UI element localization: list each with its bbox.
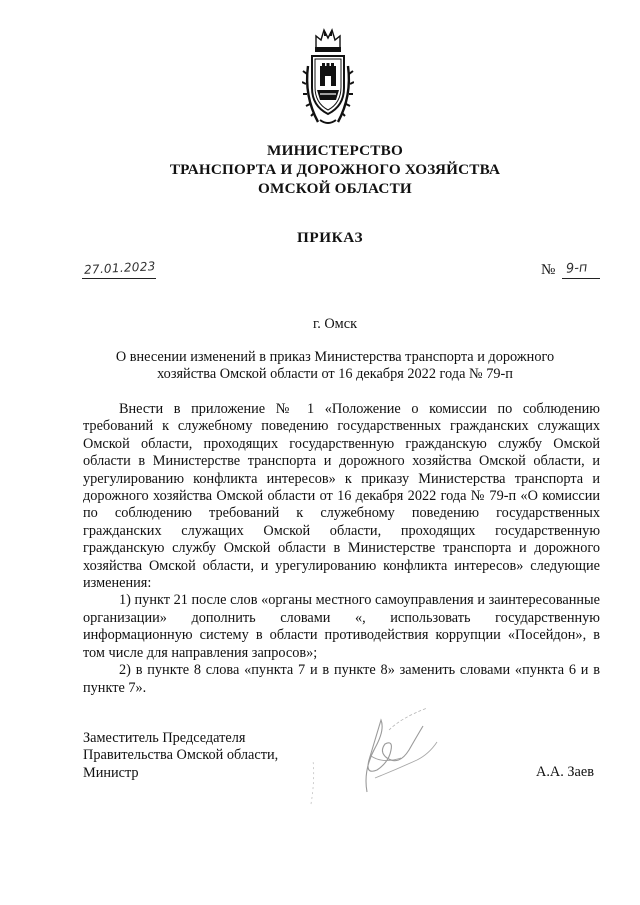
ministry-line-1: МИНИСТЕРСТВО	[267, 142, 403, 159]
order-date-field	[82, 258, 156, 279]
ministry-name	[120, 141, 550, 198]
ministry-line-3: ОМСКОЙ ОБЛАСТИ	[258, 180, 412, 197]
body-paragraph-item-1: 1) пункт 21 после слов «органы местного самоуправления и заинтересованные организации» дополнить словами «, использовать государственную информационную систему в области противодействия коррупции «Посейдон», в том числе для направления запросов»;	[83, 592, 600, 661]
order-number: 9-п	[565, 259, 588, 277]
subject-line-1: О внесении изменений в приказ Министерства транспорта и дорожного	[115, 349, 555, 365]
subject-line-2: хозяйства Омской области от 16 декабря 2022 года № 79-п	[157, 366, 513, 383]
signatory-name: А.А. Заев	[536, 764, 594, 780]
signatory-position-line-3: Министр	[83, 764, 139, 781]
signatory-position-line-2: Правительства Омской области,	[83, 747, 279, 764]
signatory-position	[83, 730, 278, 782]
body-paragraph-item-2: 2) в пункте 8 слова «пункта 7 и в пункте 8» заменить словами «пункта 6 и в пункте 7».	[83, 662, 600, 696]
order-number-label: №	[541, 262, 556, 278]
order-body	[83, 401, 600, 697]
body-paragraph-intro: Внести в приложение № 1 «Положение о комиссии по соблюдению требований к служебному поведению государственных гражданских служащих Омской области, проходящих государственную гражданскую службу Омской области в Министерстве транспорта и дорожного хозяйства Омской области, и урегулированию конфликта интересов» к приказу Министерства транспорта и дорожного хозяйства Омской области от 16 декабря 2022 года № 79-п «О комиссии по соблюдению требований к служебному поведению государственных гражданских служащих Омской области, проходящих государственную гражданскую службу Омской области в Министерстве транспорта и дорожного хозяйства Омской области, и урегулированию конфликта интересов» следующие изменения:	[83, 401, 600, 592]
handwritten-signature	[305, 700, 455, 805]
order-number-field	[562, 258, 600, 279]
document-type-title: ПРИКАЗ	[296, 229, 364, 246]
signatory-position-line-1: Заместитель Председателя	[83, 730, 246, 746]
city-name: г. Омск	[312, 316, 358, 332]
coat-of-arms-emblem	[302, 26, 354, 128]
order-date: 27.01.2023	[83, 258, 156, 277]
ministry-line-2: ТРАНСПОРТА И ДОРОЖНОГО ХОЗЯЙСТВА	[169, 161, 501, 178]
order-subject	[100, 349, 570, 384]
